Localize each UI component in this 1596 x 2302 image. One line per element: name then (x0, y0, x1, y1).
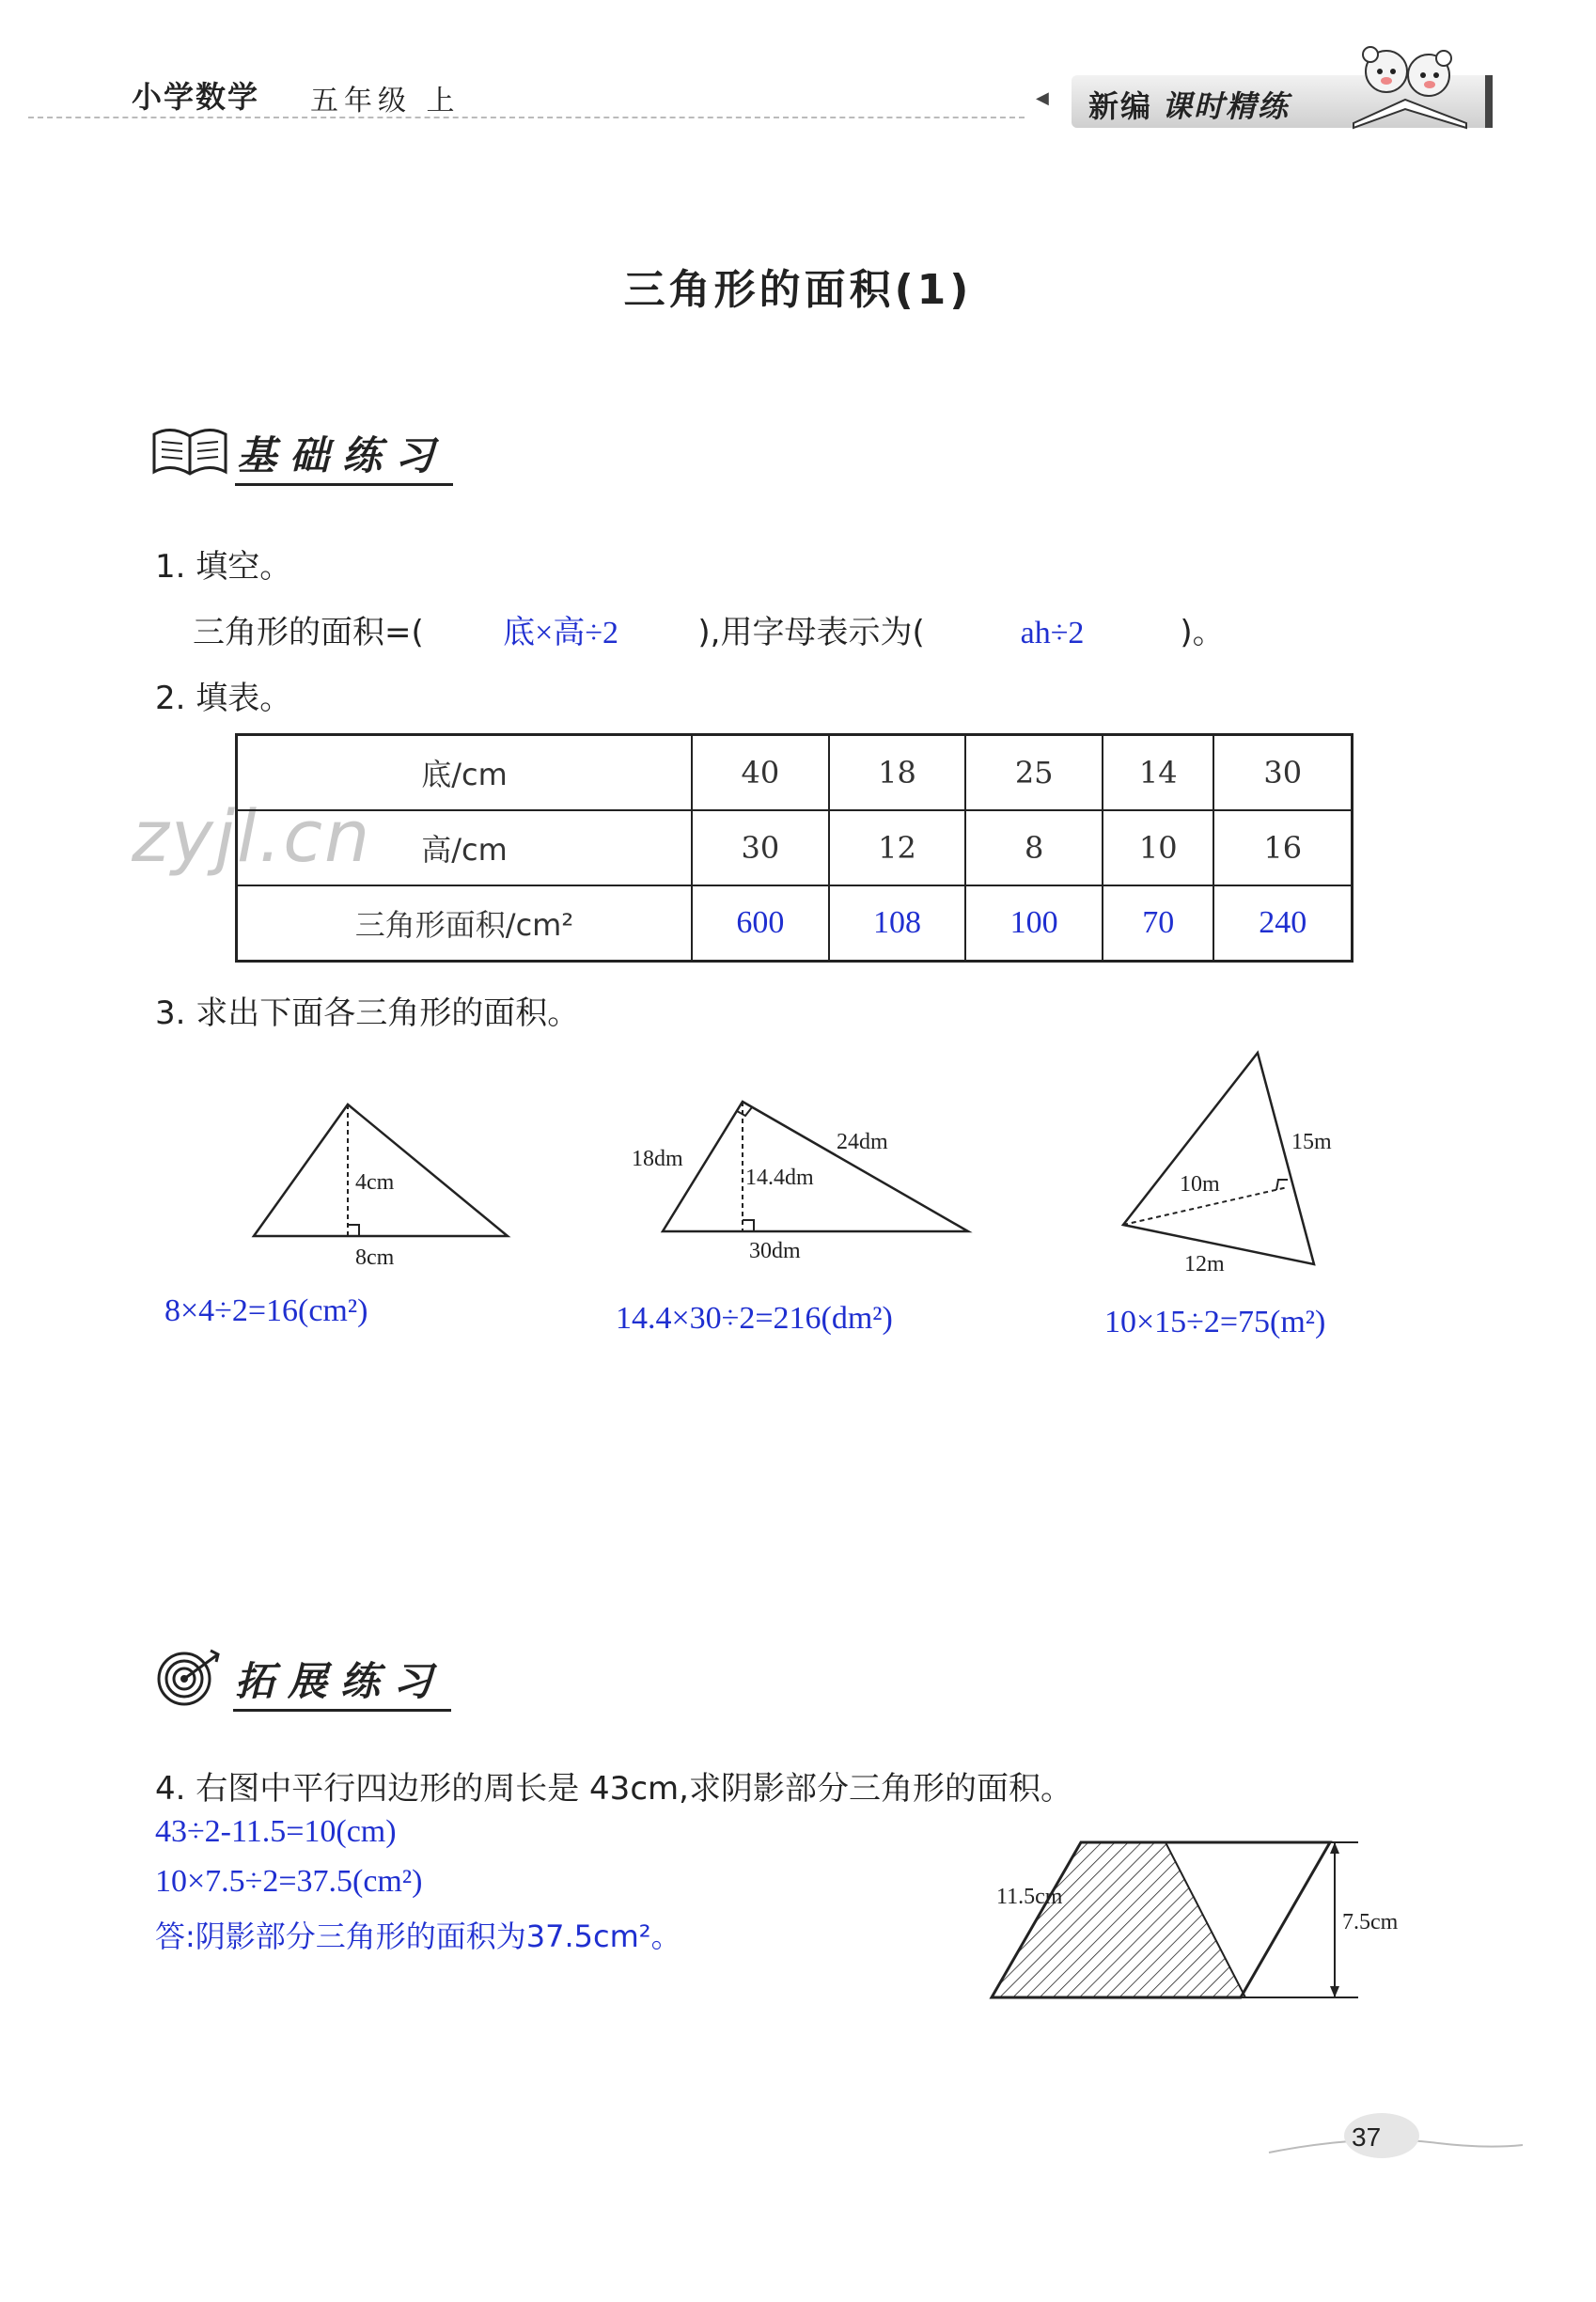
table-row-label: 高/cm (237, 810, 693, 885)
q1-prompt: 1. 填空。 (155, 548, 292, 586)
table-cell: 30 (1213, 735, 1352, 811)
fig3-answer: 10×15÷2=75(m²) (1104, 1305, 1326, 1339)
page-number-decoration (1250, 2096, 1532, 2171)
table-cell: 25 (965, 735, 1103, 811)
fig3-base-label: 12m (1184, 1252, 1225, 1276)
table-answer-cell: 108 (829, 885, 966, 962)
q1-line: 三角形的面积=( 底×高÷2 ),用字母表示为( ah÷2 )。 (193, 606, 1415, 652)
table-row-label: 底/cm (237, 735, 693, 811)
q1-answer-letters: ah÷2 (1020, 616, 1085, 650)
fig1-answer: 8×4÷2=16(cm²) (164, 1293, 368, 1328)
q2-table (235, 733, 1353, 963)
fig2-height-label: 14.4dm (745, 1166, 814, 1190)
fig3-right-label: 15m (1291, 1130, 1332, 1154)
section-extended-title: 拓展练习 (233, 1651, 451, 1712)
q1-answer-formula: 底×高÷2 (503, 616, 618, 650)
fig1-height-label: 4cm (355, 1170, 395, 1195)
fig1-base-label: 8cm (355, 1245, 395, 1270)
target-icon (150, 1647, 229, 1707)
q4-conclusion: 答:阴影部分三角形的面积为37.5cm²。 (155, 1918, 681, 1954)
table-answer-cell: 240 (1213, 885, 1352, 962)
fig2-right-label: 24dm (837, 1130, 888, 1154)
header-subject: 小学数学 (132, 79, 260, 115)
table-answer-cell: 100 (965, 885, 1103, 962)
q3-prompt: 3. 求出下面各三角形的面积。 (155, 994, 580, 1032)
header-series-text: 新编 课时精练 (1088, 88, 1291, 124)
q3-figures (0, 1034, 1596, 1316)
table-row (237, 885, 1353, 962)
table-cell: 16 (1213, 810, 1352, 885)
table-row (237, 810, 1353, 885)
watermark: zyjl.cn (132, 794, 372, 878)
parallelogram-figure (987, 1824, 1419, 2012)
triangle-figure-2 (632, 1102, 968, 1263)
table-cell: 14 (1103, 735, 1213, 811)
triangle-figure-1 (254, 1104, 508, 1270)
table-cell: 30 (692, 810, 829, 885)
q4-height-label: 7.5cm (1342, 1910, 1399, 1934)
page-number: 37 (1352, 2122, 1382, 2152)
table-cell: 8 (965, 810, 1103, 885)
table-row-label: 三角形面积/cm² (237, 885, 693, 962)
table-answer-cell: 600 (692, 885, 829, 962)
fig3-height-label: 10m (1180, 1172, 1220, 1197)
q4-prompt: 4. 右图中平行四边形的周长是 43cm,求阴影部分三角形的面积。 (155, 1770, 1072, 1808)
section-basic-title: 基础练习 (235, 425, 453, 486)
triangle-figure-3 (1123, 1053, 1332, 1276)
table-cell: 12 (829, 810, 966, 885)
page-title: 三角形的面积(1) (623, 266, 973, 314)
q2-prompt: 2. 填表。 (155, 680, 292, 717)
fig2-answer: 14.4×30÷2=216(dm²) (616, 1301, 893, 1336)
q4-step1: 43÷2-11.5=10(cm) (155, 1814, 397, 1849)
table-answer-cell: 70 (1103, 885, 1213, 962)
q4-step2: 10×7.5÷2=37.5(cm²) (155, 1864, 423, 1899)
header-divider (28, 117, 1025, 118)
bear-mascot-icon (1335, 34, 1476, 137)
q4-side-label: 11.5cm (996, 1885, 1063, 1909)
table-cell: 40 (692, 735, 829, 811)
table-cell: 18 (829, 735, 966, 811)
table-cell: 10 (1103, 810, 1213, 885)
fig2-base-label: 30dm (749, 1239, 801, 1263)
open-book-icon (150, 421, 229, 481)
fig2-left-label: 18dm (632, 1147, 683, 1171)
header-grade: 五年级 上 (310, 85, 461, 117)
table-row (237, 735, 1353, 811)
header-arrow-icon: ◀ (1036, 88, 1049, 108)
